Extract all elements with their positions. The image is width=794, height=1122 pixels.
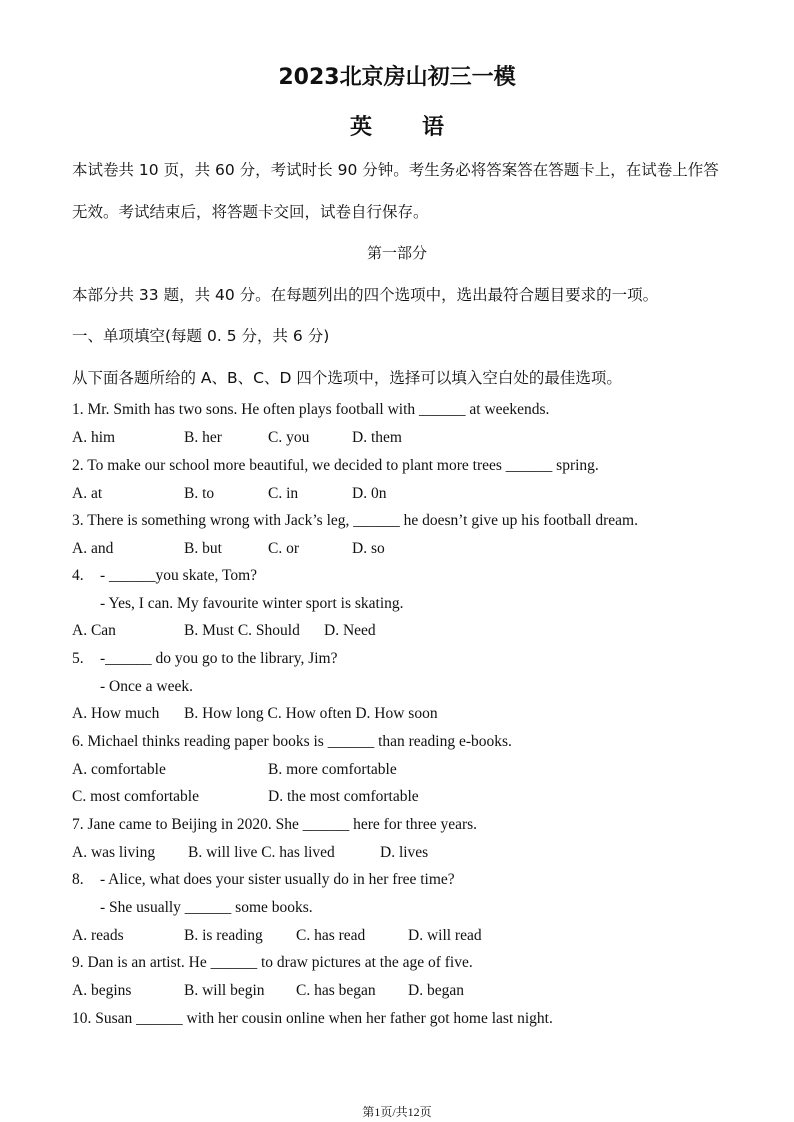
question-9-option-b: B. will begin bbox=[184, 982, 265, 999]
question-10-stem: 10. Susan ______ with her cousin online when her father got home last night. bbox=[72, 1010, 553, 1027]
question-3-stem: 3. There is something wrong with Jack’s leg, ______ he doesn’t give up his football dream. bbox=[72, 512, 638, 529]
question-6-option-d: D. the most comfortable bbox=[268, 788, 419, 805]
question-9-option-c: C. has began bbox=[296, 982, 376, 999]
question-7-option-bc: B. will live C. has lived bbox=[188, 844, 335, 861]
question-3-option-a: A. and bbox=[72, 540, 114, 557]
question-2-option-b: B. to bbox=[184, 485, 215, 502]
question-7-stem: 7. Jane came to Beijing in 2020. She ______ here for three years. bbox=[72, 816, 478, 833]
question-6-stem: 6. Michael thinks reading paper books is ______ than reading e-books. bbox=[72, 733, 512, 750]
question-9-option-d: D. began bbox=[408, 982, 464, 999]
part-description: 本部分共 33 题，共 40 分。在每题列出的四个选项中，选出最符合题目要求的一项。 bbox=[72, 286, 659, 304]
question-2-stem: 2. To make our school more beautiful, we decided to plant more trees ______ spring. bbox=[72, 457, 599, 474]
question-8-option-a: A. reads bbox=[72, 927, 124, 944]
question-1-option-a: A. him bbox=[72, 429, 116, 446]
page-footer: 第1页/共12页 bbox=[362, 1105, 432, 1119]
question-5-option-bcd: B. How long C. How often D. How soon bbox=[184, 705, 438, 722]
question-5-option-a: A. How much bbox=[72, 705, 160, 722]
question-8-option-c: C. has read bbox=[296, 927, 366, 944]
question-6-option-b: B. more comfortable bbox=[268, 761, 397, 778]
question-9-option-a: A. begins bbox=[72, 982, 132, 999]
question-6-option-a: A. comfortable bbox=[72, 761, 166, 778]
question-9-stem: 9. Dan is an artist. He ______ to draw pictures at the age of five. bbox=[72, 954, 473, 971]
question-7-option-a: A. was living bbox=[72, 844, 156, 861]
part-heading: 第一部分 bbox=[366, 244, 427, 262]
question-8-option-d: D. will read bbox=[408, 927, 482, 944]
question-5-line-2: - Once a week. bbox=[100, 678, 193, 695]
question-8-option-b: B. is reading bbox=[184, 927, 263, 944]
question-4-option-a: A. Can bbox=[72, 622, 116, 639]
question-1-option-c: C. you bbox=[268, 429, 310, 446]
question-7-option-d: D. lives bbox=[380, 844, 429, 861]
question-4-number: 4. bbox=[72, 567, 84, 584]
question-1-option-d: D. them bbox=[352, 429, 402, 446]
question-4-option-bc: B. Must C. Should bbox=[184, 622, 300, 639]
page-title: 2023北京房山初三一模 bbox=[278, 65, 516, 90]
question-5-number: 5. bbox=[72, 650, 84, 667]
question-2-option-c: C. in bbox=[268, 485, 299, 502]
question-8-line-1: - Alice, what does your sister usually do in her free time? bbox=[100, 871, 455, 888]
question-1-stem: 1. Mr. Smith has two sons. He often plays football with ______ at weekends. bbox=[72, 401, 550, 418]
question-1-option-b: B. her bbox=[184, 429, 222, 446]
subject-char-2: 语 bbox=[422, 115, 445, 140]
question-3-option-b: B. but bbox=[184, 540, 222, 557]
instructions-line-2: 无效。考试结束后，将答题卡交回，试卷自行保存。 bbox=[72, 203, 429, 221]
question-2-option-a: A. at bbox=[72, 485, 103, 502]
instructions-line-1: 本试卷共 10 页，共 60 分，考试时长 90 分钟。考生务必将答案答在答题卡上，在试卷上作答 bbox=[72, 161, 719, 179]
subject-char-1: 英 bbox=[349, 115, 372, 140]
question-4-option-d: D. Need bbox=[324, 622, 376, 639]
question-8-number: 8. bbox=[72, 871, 84, 888]
question-6-option-c: C. most comfortable bbox=[72, 788, 199, 805]
question-4-line-2: - Yes, I can. My favourite winter sport is skating. bbox=[100, 595, 404, 612]
question-4-line-1: - ______you skate, Tom? bbox=[100, 567, 258, 584]
question-2-option-d: D. 0n bbox=[352, 485, 387, 502]
section-title: 一、单项填空(每题 0. 5 分，共 6 分) bbox=[72, 327, 330, 345]
question-3-option-c: C. or bbox=[268, 540, 299, 557]
question-8-line-2: - She usually ______ some books. bbox=[100, 899, 313, 916]
section-description: 从下面各题所给的 A、B、C、D 四个选项中，选择可以填入空白处的最佳选项。 bbox=[72, 369, 622, 387]
question-3-option-d: D. so bbox=[352, 540, 385, 557]
subject-heading bbox=[0, 110, 794, 141]
question-5-line-1: -______ do you go to the library, Jim? bbox=[100, 650, 338, 667]
